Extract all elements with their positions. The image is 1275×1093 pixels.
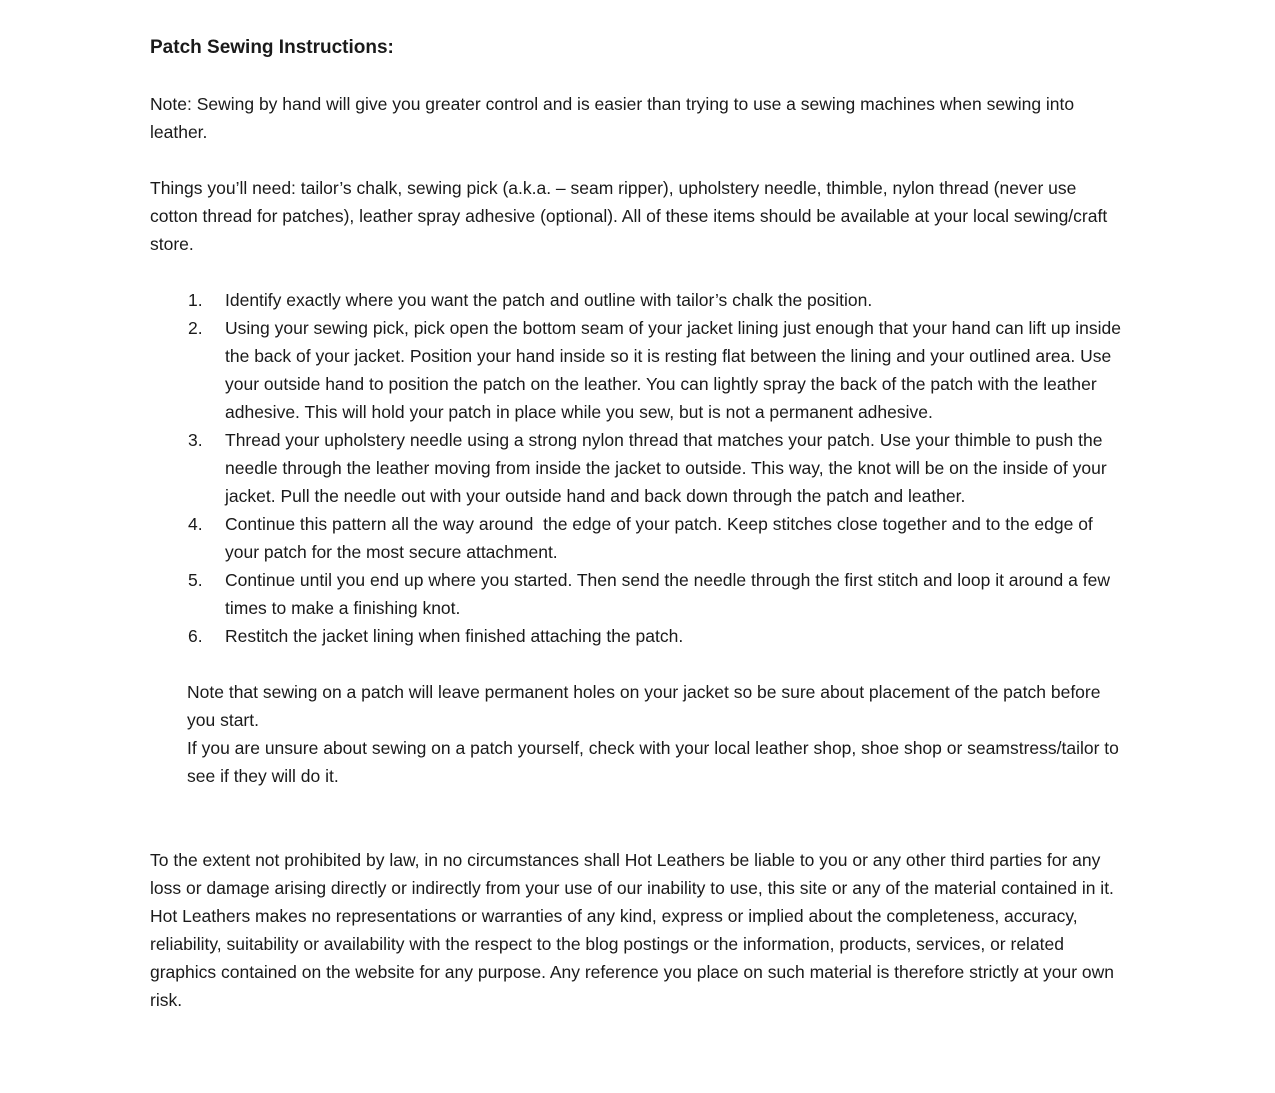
list-item: Identify exactly where you want the patch and outline with tailor’s chalk the position. — [225, 290, 873, 310]
things-needed-paragraph: Things you’ll need: tailor’s chalk, sewing pick (a.k.a. – seam ripper), upholstery needle, thimble, nylon thread (never use cotton thread for patches), leather spray adhesive (optional). All of these items should be available at your local sewing/craft store. — [150, 178, 1113, 254]
list-item: Continue until you end up where you started. Then send the needle through the first stitch and loop it around a few times to make a finishing knot. — [225, 570, 1115, 618]
placement-notes-section — [187, 678, 1124, 790]
list-item: Thread your upholstery needle using a strong nylon thread that matches your patch. Use your thimble to push the needle through the leather moving from inside the jacket to outside. This way, the knot will be on the inside of your jacket. Pull the needle out with your outside hand and back down through the patch and leather. — [225, 430, 1112, 506]
intro-note-paragraph: Note: Sewing by hand will give you greater control and is easier than trying to use a sewing machines when sewing into leather. — [150, 94, 1079, 142]
unsure-note-paragraph: If you are unsure about sewing on a patch yourself, check with your local leather shop, shoe shop or seamstress/tailor to see if they will do it. — [187, 738, 1124, 786]
placement-note-paragraph: Note that sewing on a patch will leave permanent holes on your jacket so be sure about placement of the patch before you start. — [187, 682, 1106, 730]
legal-disclaimer-paragraph: To the extent not prohibited by law, in no circumstances shall Hot Leathers be liable to you or any other third parties for any loss or damage arising directly or indirectly from your use of our inability to use, this site or any of the material contained in it. Hot Leathers makes no representations or warranties of any kind, express or implied about the completeness, accuracy, reliability, suitability or availability with the respect to the blog postings or the information, products, services, or related graphics contained on the website for any purpose. Any reference you place on such material is therefore strictly at your own risk. — [150, 850, 1119, 1010]
sewing-steps-list — [150, 286, 1124, 650]
list-item: Using your sewing pick, pick open the bottom seam of your jacket lining just enough that your hand can lift up inside the back of your jacket. Position your hand inside so it is resting flat between the lining and your outlined area. Use your outside hand to position the patch on the leather. You can lightly spray the back of the patch with the leather adhesive. This will hold your patch in place while you sew, but is not a permanent adhesive. — [225, 318, 1126, 422]
document-title: Patch Sewing Instructions: — [150, 37, 394, 58]
list-item: Continue this pattern all the way around the edge of your patch. Keep stitches close together and to the edge of your patch for the most secure attachment. — [225, 514, 1098, 562]
list-item: Restitch the jacket lining when finished attaching the patch. — [225, 626, 684, 646]
